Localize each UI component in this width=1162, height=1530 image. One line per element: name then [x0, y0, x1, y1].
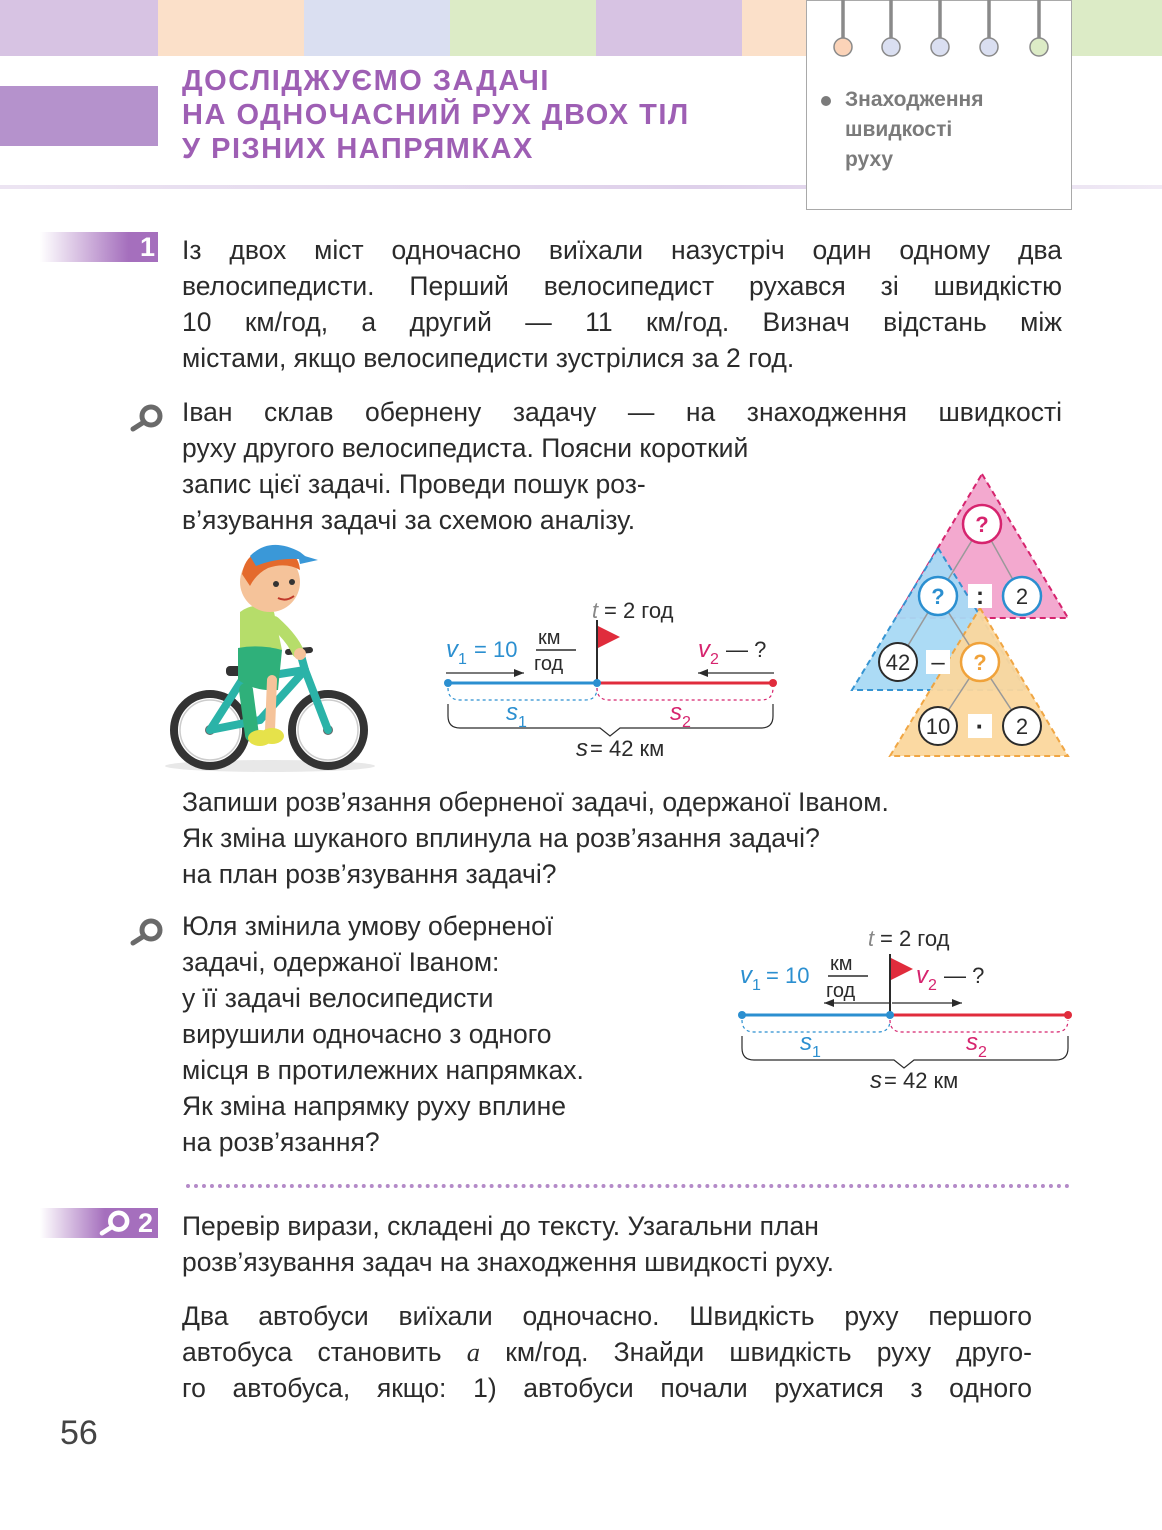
- task-2-text: [182, 1208, 1062, 1280]
- motion-diagram-2: [734, 920, 1074, 1094]
- node-top-text: ?: [975, 512, 989, 537]
- node-low-right-text: ?: [973, 650, 987, 675]
- node-bot-right-text: 2: [1015, 714, 1029, 739]
- text-line: в’язування задачі за схемою аналізу.: [182, 505, 636, 535]
- note-line: руху: [845, 148, 894, 171]
- lesson-title: [182, 64, 782, 166]
- s-label: s: [870, 1067, 882, 1094]
- text-line: у її задачі велосипедисти: [182, 983, 494, 1013]
- s1-label: s: [800, 1029, 812, 1056]
- arrow-head-icon: [698, 669, 708, 677]
- text-fragment: км/год. Знайди швидкість руху друго-: [480, 1337, 1032, 1367]
- task-number: 2: [138, 1208, 154, 1238]
- op-text: –: [931, 649, 945, 676]
- text-line: місця в протилежних напрямках.: [182, 1055, 584, 1085]
- t-value: = 2 год: [604, 598, 674, 623]
- unit-numerator: км: [830, 953, 853, 975]
- analysis-tree: [846, 470, 1072, 762]
- total-brace: [448, 704, 773, 736]
- v2-sub: 2: [928, 977, 937, 994]
- magnifier-icon: [130, 918, 164, 946]
- task-1-marker: [40, 232, 158, 262]
- dotted-separator: [186, 1184, 1070, 1188]
- s1-brace: [742, 1020, 890, 1032]
- page-number: 56: [60, 1414, 98, 1452]
- v2-sub: 2: [710, 651, 719, 668]
- s-value: = 42 км: [884, 1068, 959, 1093]
- band-segment: [304, 0, 450, 56]
- text-line: розв’язування задач на знаходження швидкості руху.: [182, 1247, 834, 1277]
- meet-point: [593, 679, 601, 687]
- start-point: [444, 679, 452, 687]
- flag-icon: [891, 958, 913, 980]
- task-2-marker: [40, 1208, 158, 1238]
- topic-notepad: [806, 0, 1072, 210]
- v1-label: v: [446, 636, 458, 663]
- t-label: t: [868, 926, 875, 951]
- v1-value: = 10: [474, 637, 518, 662]
- magnifier-icon: [98, 1210, 132, 1236]
- text-line: руху другого велосипедиста. Поясни короткий: [182, 433, 749, 463]
- end-point-left: [738, 1011, 746, 1019]
- spiral-rings-icon: [807, 0, 1073, 59]
- s2-sub: 2: [682, 714, 691, 731]
- node-low-left-text: 42: [885, 650, 911, 675]
- arrow-head-icon: [952, 999, 962, 1007]
- text-line: Два автобуси виїхали одночасно. Швидкість руху першого: [182, 1301, 1032, 1331]
- node-bot-left-text: 10: [925, 714, 951, 739]
- v2-label: v: [698, 636, 710, 663]
- topic-note: [845, 85, 983, 175]
- arrow-head-icon: [514, 669, 524, 677]
- text-line: Перевір вирази, складені до тексту. Узагальни план: [182, 1211, 819, 1241]
- text-line: містами, якщо велосипедисти зустрілися за 2 год.: [182, 343, 795, 373]
- flag-icon: [598, 626, 620, 648]
- unit-numerator: км: [538, 627, 561, 649]
- text-line: Як зміна напрямку руху вплине: [182, 1091, 566, 1121]
- v2-label: v: [916, 962, 928, 989]
- band-segment: [0, 0, 158, 56]
- t-label: t: [592, 598, 599, 623]
- text-line: 10 км/год, а другий — 11 км/год. Визнач відстань між: [182, 307, 1062, 337]
- note-line: Знаходження: [845, 88, 984, 111]
- op-text: ·: [975, 711, 985, 741]
- text-line: го автобуса, якщо: 1) автобуси почали рухатися з одного: [182, 1373, 1032, 1403]
- text-line: Запиши розв’язання оберненої задачі, одержаної Іваном.: [182, 787, 889, 817]
- total-brace: [742, 1036, 1068, 1068]
- write-solution-text: [182, 784, 1062, 892]
- text-line: вирушили одночасно з одного: [182, 1019, 552, 1049]
- unit-denominator: год: [826, 980, 856, 1002]
- text-line: Із двох міст одночасно виїхали назустріч один одному два: [182, 235, 1062, 265]
- band-segment: [158, 0, 304, 56]
- text-line: Як зміна шуканого вплинула на розв’язання задачі?: [182, 823, 820, 853]
- text-line: на план розв’язування задачі?: [182, 859, 557, 889]
- start-point: [886, 1011, 894, 1019]
- v2-value: — ?: [944, 963, 985, 988]
- title-line: НА ОДНОЧАСНИЙ РУХ ДВОХ ТІЛ: [182, 99, 690, 131]
- yulia-text: [182, 908, 682, 1160]
- band-segment: [450, 0, 596, 56]
- t-value: = 2 год: [880, 926, 950, 951]
- s1-sub: 1: [812, 1044, 821, 1061]
- variable-a: a: [466, 1337, 481, 1367]
- text-line: велосипедисти. Перший велосипедист рухався зі швидкістю: [182, 271, 1062, 301]
- end-point: [769, 679, 777, 687]
- note-line: швидкості: [845, 118, 953, 141]
- v2-value: — ?: [726, 637, 767, 662]
- text-line: запис цієї задачі. Проведи пошук роз-: [182, 469, 646, 499]
- s1-brace: [448, 688, 597, 700]
- task-1-text: [182, 232, 1062, 376]
- s-value: = 42 км: [590, 736, 665, 761]
- task-number: 1: [140, 232, 156, 262]
- s2-label: s: [966, 1029, 978, 1056]
- s1-label: s: [506, 699, 518, 726]
- boy-on-bicycle-illustration: [160, 540, 390, 775]
- text-line: Іван склав обернену задачу — на знаходження швидкості: [182, 397, 1062, 427]
- title-line: У РІЗНИХ НАПРЯМКАХ: [182, 133, 534, 165]
- s2-sub: 2: [978, 1044, 987, 1061]
- s2-brace: [597, 688, 773, 700]
- magnifier-icon: [130, 404, 164, 432]
- text-fragment: автобуса становить: [182, 1337, 467, 1367]
- op-text: :: [976, 583, 984, 610]
- v1-label: v: [740, 962, 752, 989]
- v1-value: = 10: [766, 963, 810, 988]
- unit-denominator: год: [534, 653, 564, 675]
- s2-brace: [890, 1020, 1068, 1032]
- v1-sub: 1: [458, 651, 467, 668]
- band-segment: [596, 0, 742, 56]
- text-line: Юля змінила умову оберненої: [182, 911, 554, 941]
- text-line: [182, 1334, 1032, 1370]
- s2-label: s: [670, 699, 682, 726]
- v1-sub: 1: [752, 977, 761, 994]
- end-point-right: [1064, 1011, 1072, 1019]
- s1-sub: 1: [518, 714, 527, 731]
- motion-diagram-1: [440, 592, 790, 762]
- bus-problem-text: [182, 1298, 1062, 1406]
- text-line: на розв’язання?: [182, 1127, 380, 1157]
- title-line: ДОСЛІДЖУЄМО ЗАДАЧІ: [182, 65, 550, 97]
- s-label: s: [576, 735, 588, 762]
- text-line: задачі, одержаної Іваном:: [182, 947, 500, 977]
- title-accent-bar: [0, 86, 158, 146]
- node-mid-right-text: 2: [1015, 584, 1029, 609]
- node-mid-left-text: ?: [931, 584, 945, 609]
- bullet-icon: [821, 96, 831, 106]
